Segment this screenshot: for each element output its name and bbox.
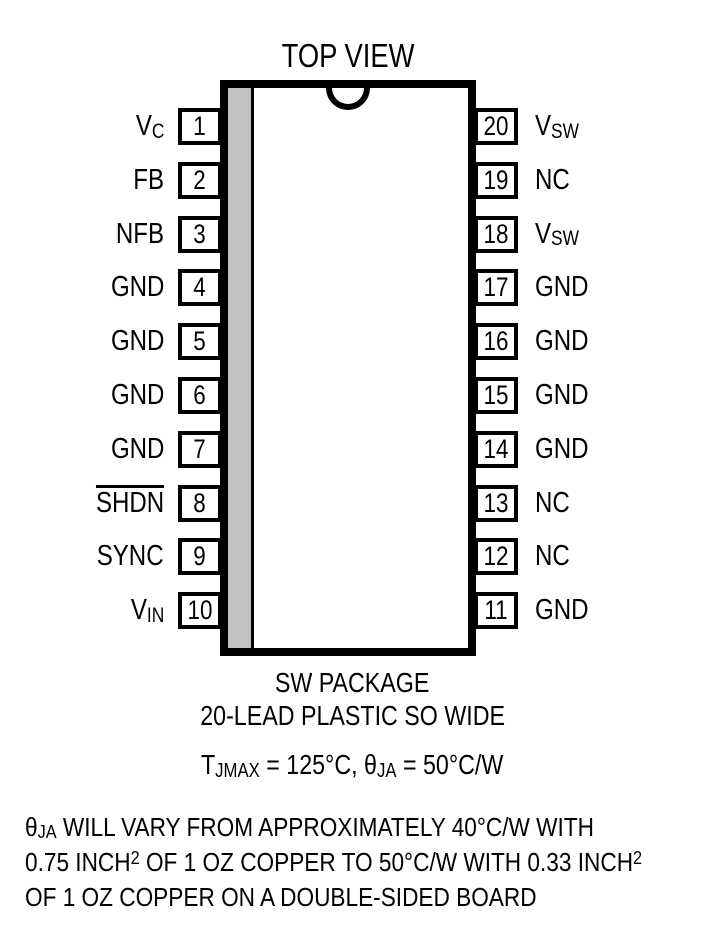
pin-2-number: 2 — [193, 164, 207, 195]
pin-20-name-sub: SW — [551, 119, 579, 143]
pin-20-name: V — [535, 110, 552, 142]
pin-9-name: SYNC — [97, 540, 164, 573]
pin-3-number: 3 — [193, 218, 207, 249]
pin-row-10-11 — [0, 592, 705, 629]
pin-20-label — [535, 108, 705, 147]
pin-13-label — [535, 485, 705, 524]
pin-16-label — [535, 323, 705, 362]
pin-2-label — [0, 162, 164, 201]
pin-8-name: SHDN — [95, 486, 164, 519]
pin-17-box — [474, 269, 518, 306]
pin-16-name: GND — [535, 325, 589, 358]
pin-12-number: 12 — [483, 541, 509, 572]
pin-18-label — [535, 216, 705, 255]
pin-4-label — [0, 269, 164, 308]
pin-9-number: 9 — [193, 541, 207, 572]
note-line-1: θJA WILL VARY FROM APPROXIMATELY 40°C/W WITH — [25, 812, 594, 843]
pin-5-box — [178, 323, 222, 360]
pin-14-number: 14 — [483, 433, 509, 464]
pin-1-name-sub: C — [151, 119, 164, 143]
pin-row-1-20 — [0, 108, 705, 145]
pin-3-box — [178, 216, 222, 253]
thermal-mid-text: = 125°C, θ — [260, 749, 378, 780]
pin-11-number: 11 — [484, 595, 508, 626]
pin-15-name: GND — [535, 379, 589, 411]
pin-1-name: V — [135, 110, 152, 142]
pin-11-label — [535, 592, 705, 631]
pin-4-name: GND — [110, 271, 164, 304]
thermal-t-symbol: T — [201, 749, 216, 780]
pin-15-label — [535, 377, 705, 416]
pin-6-name: GND — [110, 379, 164, 411]
pin-8-label — [0, 485, 164, 524]
pin-17-name: GND — [535, 271, 589, 304]
pin-4-number: 4 — [193, 272, 207, 303]
pin-13-name: NC — [535, 486, 570, 519]
pin-13-box — [474, 485, 518, 522]
pin-row-3-18 — [0, 216, 705, 253]
pin-row-4-17 — [0, 269, 705, 306]
pin-10-label — [0, 592, 164, 631]
pin-7-label — [0, 431, 164, 470]
pin-8-number: 8 — [193, 487, 207, 518]
pin-20-number: 20 — [483, 111, 509, 141]
pin-6-label — [0, 377, 164, 416]
pin-12-label — [535, 538, 705, 577]
pin-10-name-sub: IN — [146, 603, 164, 627]
pin-row-5-16 — [0, 323, 705, 360]
pin-3-name: NFB — [115, 217, 164, 250]
pin-14-box — [474, 431, 518, 468]
pin-6-box — [178, 377, 222, 414]
package-caption — [0, 666, 705, 732]
top-view-label — [220, 39, 476, 73]
thermal-spec-line — [0, 748, 705, 785]
note-line-3: OF 1 OZ COPPER ON A DOUBLE-SIDED BOARD — [25, 882, 537, 912]
pin-1-number: 1 — [193, 111, 207, 141]
pin-row-9-12 — [0, 538, 705, 575]
pin-18-name-sub: SW — [551, 227, 579, 251]
pin-18-box — [474, 216, 518, 253]
package-description: 20-LEAD PLASTIC SO WIDE — [200, 700, 505, 731]
pin-18-name: V — [535, 217, 552, 250]
pin-14-name: GND — [535, 432, 589, 465]
pin-10-name: V — [130, 594, 147, 627]
pin-6-number: 6 — [193, 380, 207, 410]
thermal-note — [25, 811, 703, 913]
pin-9-label — [0, 538, 164, 577]
pin-11-name: GND — [535, 594, 589, 627]
thermal-end-text: = 50°C/W — [396, 749, 504, 780]
top-view-text: TOP VIEW — [281, 37, 415, 74]
pin-1-label — [0, 108, 164, 147]
pin-10-box — [178, 592, 222, 629]
pin-7-box — [178, 431, 222, 468]
pin-row-8-13 — [0, 485, 705, 522]
pin-15-number: 15 — [483, 380, 509, 410]
pin-14-label — [535, 431, 705, 470]
pin-16-number: 16 — [483, 326, 509, 357]
pin-10-number: 10 — [187, 595, 213, 626]
note-line-2: 0.75 INCH$^2$ OF 1 OZ COPPER TO 50°C/W WITH 0.33 INCH$^2$ — [25, 846, 643, 877]
pin-1-box — [178, 108, 222, 145]
pin-5-label — [0, 323, 164, 362]
pin-18-number: 18 — [483, 218, 509, 249]
pin-19-number: 19 — [483, 164, 509, 195]
pin-9-box — [178, 538, 222, 575]
thermal-t-sub: JMAX — [215, 759, 261, 782]
pin-5-number: 5 — [193, 326, 207, 357]
pin-row-6-15 — [0, 377, 705, 414]
package-name: SW PACKAGE — [275, 667, 430, 698]
pin-11-box — [474, 592, 518, 629]
pin-5-name: GND — [110, 325, 164, 358]
thermal-theta-sub: JA — [377, 759, 397, 782]
pin-row-7-14 — [0, 431, 705, 468]
pin-19-box — [474, 162, 518, 199]
pin-row-2-19 — [0, 162, 705, 199]
pin-19-name: NC — [535, 163, 570, 196]
pin-13-number: 13 — [483, 487, 509, 518]
pin-2-box — [178, 162, 222, 199]
pin-7-number: 7 — [193, 433, 207, 464]
pin-8-box — [178, 485, 222, 522]
pin-12-box — [474, 538, 518, 575]
pin-3-label — [0, 216, 164, 255]
pin-2-name: FB — [133, 163, 164, 196]
pin-15-box — [474, 377, 518, 414]
pin-4-box — [178, 269, 222, 306]
pin-7-name: GND — [110, 432, 164, 465]
pin-16-box — [474, 323, 518, 360]
pin-20-box — [474, 108, 518, 145]
orientation-notch-icon — [326, 88, 370, 110]
pin-17-label — [535, 269, 705, 308]
pin-19-label — [535, 162, 705, 201]
pin-17-number: 17 — [483, 272, 509, 303]
pin-12-name: NC — [535, 540, 570, 573]
